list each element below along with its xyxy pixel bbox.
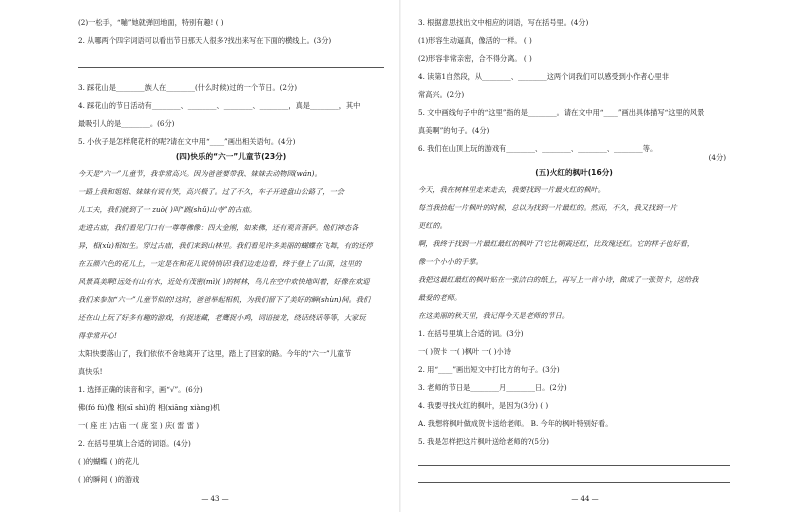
fill-blank-line[interactable]: (2)形容非常亲密，合不得分离。 ( ) (418, 54, 532, 63)
section-title: (五)火红的枫叶(16分) (535, 168, 613, 177)
question-line: 4. 我要寻找火红的枫叶，是因为(3分) ( ) (418, 401, 549, 411)
passage-line: 异，相(xù)相如生。穿过古庙，我们来到山林里。我们看见许多美丽的蝴蝶在飞舞，有的还停 (78, 241, 373, 251)
score-label: (4分) (708, 153, 726, 162)
answer-line[interactable] (418, 472, 730, 483)
passage-line: 更红的。 (418, 221, 447, 231)
passage-line: 我们来参加“六一”儿童节似的!这时，爸爸举起相机，为我们留下了美好的瞬(shùn)间。我们 (78, 295, 371, 305)
passage-line: 一路上我和姐姐、妹妹有说有笑，高兴极了。过了不久，车子开进盘山公路了，一会 (78, 187, 344, 197)
passage-line: 还在山上玩了好多有趣的游戏，有捉迷藏，老鹰捉小鸡，词语接龙，绕话绕话等等，大家玩 (78, 313, 366, 323)
section-title: (四)快乐的“六一”儿童节(23分) (175, 152, 287, 161)
passage-line: 儿工夫，我们就到了一 zuò( )叫“跳(shǔ)山寺”的古庙。 (78, 205, 257, 215)
passage-line: 今天，我在树林里走来走去，我要找到一片最火红的枫叶。 (418, 185, 605, 195)
passage-line: 在这美丽的秋天里，我记得今天是老师的节日。 (418, 311, 569, 321)
passage-line: 太阳快要落山了，我们依依不舍地离开了这里，踏上了回家的路。今年的“六一”儿童节 (78, 349, 352, 359)
passage-line: 得非常开心! (78, 331, 117, 341)
question-line: 4. 踩花山的节日活动有________、________、________、________，真是________，其中 (78, 101, 361, 110)
question-line: 3. 老师的节日是________月________日。(2分) (418, 383, 567, 393)
question-line: 5. 文中画线句子中的“这里”指的是________。请在文中用“____”画出具体描写“这里的风景 (418, 108, 705, 117)
question-line: 4. 读第1自然段，从________、________这两个词我们可以感受到小作者心里非 (418, 72, 669, 81)
question-line: 5. 小伙子是怎样爬花杆的呢?请在文中用“____”画出相关语句。(4分) (78, 137, 296, 146)
question-line: 常高兴。(2分) (418, 90, 465, 99)
char-choice-line[interactable]: 一( 座 庄 )古庙 一( 庞 室 ) 庆( 雷 雷 ) (78, 421, 200, 431)
question-line: 2. 用“____”画出短文中打比方的句子。(3分) (418, 365, 560, 375)
fill-blank-line[interactable]: 一( )贺卡 一( )枫叶 一( )小诗 (418, 347, 511, 357)
fill-blank-line[interactable]: (1)形容生动逼真，像活的一样。 ( ) (418, 36, 532, 45)
passage-line: 每当我拾起一片枫叶的时候，总以为找到一片最红的。然而，不久，我又找到一片 (418, 203, 677, 213)
answer-line[interactable] (78, 57, 384, 68)
question-line: 6. 我们在山顶上玩的游戏有________、________、________、________等。 (418, 144, 658, 153)
passage-line: 今天是“六一”儿童节，我非常高兴。因为爸爸要带我、妹妹去动物园(wán)。 (78, 169, 322, 179)
fill-blank-line[interactable]: ( )的瞬间 ( )的游戏 (78, 475, 140, 485)
passage-line: 我把这最红最红的枫叶贴在一张洁白的纸上，再写上一首小诗，做成了一张贺卡，送给我 (418, 275, 699, 285)
pinyin-choice-line[interactable]: 佛(fó fú)像 相(sī shì)的 相(xiāng xiàng)机 (78, 403, 220, 413)
passage-line: 像一个小小的手掌。 (418, 257, 483, 267)
question-line: 1. 在括号里填上合适的词。(3分) (418, 329, 524, 339)
question-line: (2)一松手，“嘣”她就弹回地面，特别有趣! ( ) (78, 18, 224, 27)
page-number: — 43 — (201, 495, 229, 504)
question-line: 1. 选择正确的读音和字，画“√”。(6分) (78, 385, 203, 395)
passage-line: 走进古庙，我们看见门口有一尊尊佛像：四大金刚，如来佛，还有观音菩萨。他们神态各 (78, 223, 359, 233)
reading-passage (418, 185, 730, 320)
fill-blank-line[interactable]: ( )的蝴蝶 ( )的花儿 (78, 457, 140, 467)
answer-line[interactable] (418, 455, 730, 466)
question-line: 真美啊”的句子。(4分) (418, 126, 490, 135)
reading-passage (78, 169, 384, 340)
choice-options[interactable]: A. 我想将枫叶做成贺卡送给老师。 B. 今年的枫叶特别好看。 (418, 419, 613, 429)
question-line: 5. 我是怎样把这片枫叶送给老师的?(5分) (418, 437, 549, 447)
passage-line: 风景真美啊!远处有山有水，近处有茂密(mì)( )的树林，鸟儿在空中欢快地叫着，好像在欢迎 (78, 277, 370, 287)
question-line: 3. 根据意思找出文中相应的词语，写在括号里。(4分) (418, 18, 589, 27)
question-line: 最吸引人的是________。(6分) (78, 119, 175, 128)
right-page (400, 0, 800, 512)
passage-line: 真快乐! (78, 367, 103, 377)
page-number: — 44 — (571, 495, 599, 504)
passage-line: 啊，我终于找到一片最红最红的枫叶了!它比朝霞还红，比玫瑰还红。它的样子也好看， (418, 239, 695, 249)
passage-line: 在五颜六色的花儿上，一定是在和花儿说悄悄话!我们边走边看，终于登上了山顶，这里的 (78, 259, 362, 269)
question-line: 2. 从哪两个四字词语可以看出节日那天人很多?找出来写在下面的横线上。(3分) (78, 36, 332, 45)
question-line: 2. 在括号里填上合适的词语。(4分) (78, 439, 191, 449)
question-line: 3. 踩花山是________族人在________(什么时候)过的一个节日。(2分) (78, 83, 297, 92)
passage-line: 最爱的老师。 (418, 293, 462, 303)
